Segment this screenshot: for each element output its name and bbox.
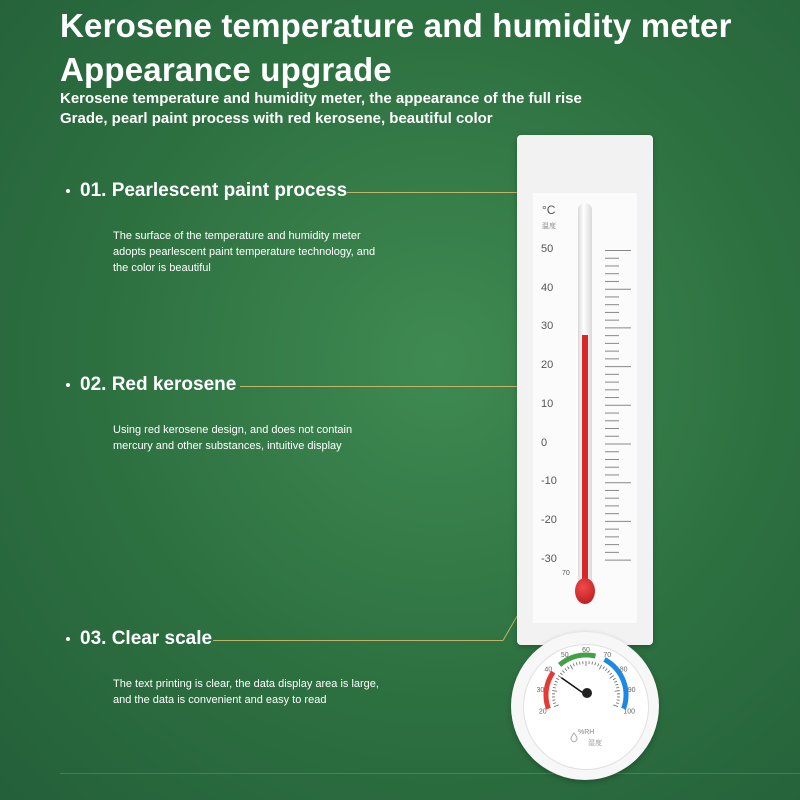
humidity-tick [567,666,569,669]
humidity-unit: %RH [578,729,595,736]
humidity-tick [570,665,572,669]
feature-2-title [66,374,236,396]
feature-2-desc-line: mercury and other substances, intuitive display [113,440,342,452]
humidity-tick [573,663,574,666]
humidity-tick-label: 30 [536,686,545,694]
humidity-tick [562,671,564,673]
humidity-tick-label: 80 [619,666,628,674]
bullet-dot-icon [66,637,70,641]
water-drop-icon [571,733,577,742]
humidity-tick [614,681,617,682]
temperature-tick-label: -30 [541,552,557,565]
thermometer-bulb [575,578,595,604]
headline-line-2: Appearance upgrade [60,51,392,88]
humidity-tick-label: 40 [544,666,553,674]
temperature-tick-label: 0 [541,436,548,449]
feature-1-desc-line: The surface of the temperature and humidity meter [113,230,361,242]
temperature-tick-label: -10 [541,475,557,488]
temperature-tick-label: 30 [541,320,554,333]
humidity-tick [552,691,557,692]
hygrometer-scale [524,645,648,769]
humidity-tick [580,662,581,665]
feature-1-title [66,180,347,202]
headline-line-1: Kerosene temperature and humidity meter [60,7,732,44]
humidity-tick [554,684,557,685]
humidity-tick [615,684,618,685]
red-kerosene-column [582,335,588,590]
humidity-tick [576,662,577,665]
humidity-unit-sub: 湿度 [588,740,602,747]
humidity-tick [608,671,610,673]
feature-3-desc-line: and the data is convenient and easy to read [113,694,327,706]
temperature-tick-label: -20 [541,513,557,526]
humidity-tick [605,668,607,670]
feature-2-title-text: 02. Red kerosene [80,374,237,395]
humidity-tick [553,703,556,704]
leader-line-3 [213,640,503,641]
intro-line-2: Grade, pearl paint process with red kerosene, beautiful color [60,110,493,127]
humidity-tick [560,673,562,675]
humidity-tick-label: 100 [623,708,636,716]
temperature-tick-label: 10 [541,397,554,410]
humidity-tick [592,662,593,665]
bullet-dot-icon [66,383,70,387]
bottom-divider [60,773,800,774]
hygrometer-dial [523,644,649,770]
feature-3-desc-line: The text printing is clear, the data display area is large, [113,678,379,690]
bullet-dot-icon [66,189,70,193]
temperature-unit: °C [542,203,556,217]
headline [60,4,732,92]
humidity-tick [616,703,619,704]
feature-1-title-text: 01. Pearlescent paint process [80,180,348,201]
temperature-unit-sub: 温度 [542,223,556,230]
temperature-tick-label: 40 [541,281,554,294]
humidity-tick-label: 60 [582,647,590,654]
feature-3-desc [113,676,423,708]
temperature-scale-ticks [605,250,633,565]
feature-1-desc-line: the color is beautiful [113,262,211,274]
feature-2-desc-line: Using red kerosene design, and does not contain [113,424,353,436]
humidity-tick [599,665,601,669]
humidity-tick [595,662,596,665]
humidity-tick-label: 70 [603,652,612,660]
humidity-tick [603,666,605,669]
humidity-tick [554,705,559,707]
humidity-tick-label: 90 [627,686,636,694]
humidity-tick [556,678,559,679]
feature-2-desc [113,422,423,454]
humidity-tick-label: 20 [538,708,547,716]
humidity-tick [610,673,612,675]
humidity-tick [553,687,556,688]
feature-3-title [66,628,212,650]
feature-1-desc-line: adopts pearlescent paint temperature technology, and [113,246,376,258]
humidity-tick [565,668,567,670]
humidity-tick [616,687,619,688]
intro-text [60,89,582,129]
humidity-tick [615,691,620,692]
humidity-tick [598,663,599,666]
humidity-tick [613,705,618,707]
intro-line-1: Kerosene temperature and humidity meter, the appearance of the full rise [60,90,582,107]
humidity-tick [613,678,616,679]
temperature-tick-label: 20 [541,359,554,372]
humidity-tick-label: 50 [560,652,569,660]
feature-3-title-text: 03. Clear scale [80,628,213,649]
feature-1-desc [113,228,423,276]
humidity-tick [555,681,558,682]
hygrometer-pointer-cap [582,688,592,698]
humidity-tick [610,675,614,678]
bottom-mark: 70 [562,570,570,577]
humidity-zone-arc [546,672,553,709]
temperature-tick-label: 50 [541,243,554,255]
